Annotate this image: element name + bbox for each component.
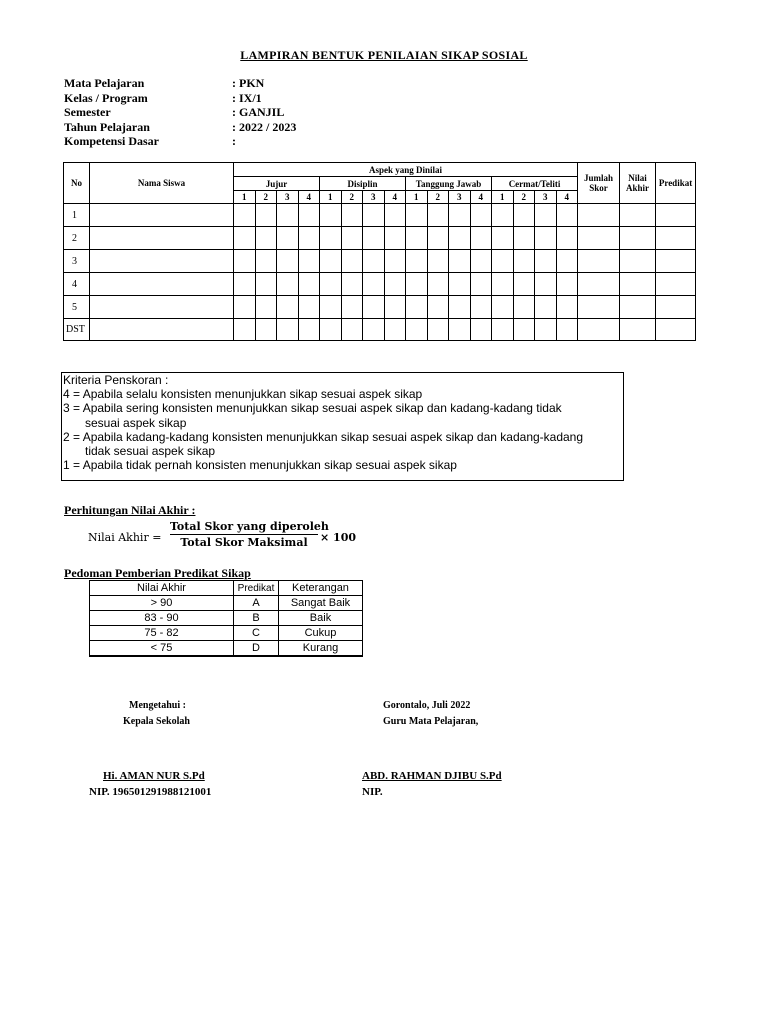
score-cell[interactable] bbox=[341, 250, 363, 273]
score-cell[interactable] bbox=[384, 227, 406, 250]
score-column-header: 3 bbox=[277, 191, 299, 204]
score-cell[interactable] bbox=[234, 204, 256, 227]
score-cell[interactable] bbox=[277, 296, 299, 319]
student-row bbox=[64, 273, 696, 296]
score-cell[interactable] bbox=[556, 296, 578, 319]
score-cell[interactable] bbox=[620, 204, 656, 227]
score-cell[interactable] bbox=[656, 250, 696, 273]
score-cell[interactable] bbox=[578, 204, 620, 227]
info-row bbox=[64, 120, 296, 135]
student-row bbox=[64, 319, 696, 341]
score-cell[interactable] bbox=[427, 273, 449, 296]
score-cell[interactable] bbox=[492, 227, 514, 250]
score-cell[interactable] bbox=[277, 273, 299, 296]
score-cell[interactable] bbox=[320, 273, 342, 296]
score-cell[interactable] bbox=[406, 319, 428, 341]
score-cell[interactable] bbox=[556, 319, 578, 341]
score-cell[interactable] bbox=[234, 273, 256, 296]
score-cell[interactable] bbox=[320, 204, 342, 227]
score-cell[interactable] bbox=[578, 273, 620, 296]
score-cell[interactable] bbox=[578, 296, 620, 319]
row-number: DST bbox=[64, 319, 90, 341]
criteria-item-continuation: tidak sesuai aspek sikap bbox=[85, 444, 216, 459]
guide-cell: > 90 bbox=[90, 596, 234, 611]
criteria-item: 1 = Apabila tidak pernah konsisten menunjukkan sikap sesuai aspek sikap bbox=[63, 458, 457, 473]
score-cell[interactable] bbox=[656, 319, 696, 341]
score-cell[interactable] bbox=[298, 296, 320, 319]
score-cell[interactable] bbox=[298, 227, 320, 250]
score-cell[interactable] bbox=[556, 273, 578, 296]
right-signature-role: Guru Mata Pelajaran, bbox=[383, 716, 479, 727]
score-cell[interactable] bbox=[320, 319, 342, 341]
calc-heading: Perhitungan Nilai Akhir : bbox=[64, 503, 196, 517]
student-row bbox=[64, 204, 696, 227]
score-cell[interactable] bbox=[513, 319, 535, 341]
document-title: LAMPIRAN BENTUK PENILAIAN SIKAP SOSIAL bbox=[240, 48, 528, 62]
score-cell[interactable] bbox=[341, 204, 363, 227]
score-cell[interactable] bbox=[341, 227, 363, 250]
guide-cell: B bbox=[234, 611, 279, 626]
score-cell[interactable] bbox=[406, 250, 428, 273]
criteria-item: 2 = Apabila kadang-kadang konsisten menunjukkan sikap sesuai aspek sikap dan kadang-kadang bbox=[63, 429, 584, 444]
guide-cell: Sangat Baik bbox=[279, 596, 363, 611]
score-cell[interactable] bbox=[535, 296, 557, 319]
info-row bbox=[64, 105, 296, 120]
principal-nip: NIP. 196501291988121001 bbox=[89, 786, 212, 798]
score-cell[interactable] bbox=[449, 227, 471, 250]
guide-cell: 83 - 90 bbox=[90, 611, 234, 626]
score-cell[interactable] bbox=[656, 204, 696, 227]
no-header: No bbox=[64, 163, 90, 204]
score-cell[interactable] bbox=[556, 250, 578, 273]
score-cell[interactable] bbox=[363, 273, 385, 296]
score-cell[interactable] bbox=[513, 204, 535, 227]
score-cell[interactable] bbox=[535, 250, 557, 273]
score-column-header: 4 bbox=[384, 191, 406, 204]
score-cell[interactable] bbox=[277, 319, 299, 341]
guide-cell: Baik bbox=[279, 611, 363, 626]
info-value: : 2022 / 2023 bbox=[232, 119, 297, 134]
principal-name: Hi. AMAN NUR S.Pd bbox=[103, 770, 205, 782]
score-cell[interactable] bbox=[384, 319, 406, 341]
score-cell[interactable] bbox=[535, 319, 557, 341]
guide-header-row bbox=[90, 581, 363, 596]
subject-info bbox=[64, 76, 296, 149]
aspect-tanggung-jawab: Tanggung Jawab bbox=[406, 177, 492, 191]
score-cell[interactable] bbox=[277, 204, 299, 227]
score-cell[interactable] bbox=[620, 227, 656, 250]
guide-cell: C bbox=[234, 626, 279, 641]
student-row bbox=[64, 296, 696, 319]
info-label: Kelas / Program bbox=[64, 90, 148, 105]
score-cell[interactable] bbox=[277, 227, 299, 250]
score-cell[interactable] bbox=[656, 273, 696, 296]
formula-rhs: × 100 bbox=[320, 531, 357, 544]
score-cell[interactable] bbox=[384, 273, 406, 296]
score-cell[interactable] bbox=[341, 296, 363, 319]
info-row bbox=[64, 134, 296, 149]
score-cell[interactable] bbox=[470, 250, 492, 273]
score-cell[interactable] bbox=[513, 227, 535, 250]
score-cell[interactable] bbox=[620, 319, 656, 341]
score-column-header: 1 bbox=[234, 191, 256, 204]
score-cell[interactable] bbox=[656, 227, 696, 250]
student-name-cell[interactable] bbox=[90, 204, 234, 227]
score-column-header: 2 bbox=[513, 191, 535, 204]
row-number: 2 bbox=[64, 227, 90, 250]
score-cell[interactable] bbox=[535, 273, 557, 296]
score-cell[interactable] bbox=[406, 296, 428, 319]
guide-header: Predikat bbox=[234, 581, 279, 596]
info-label: Kompetensi Dasar bbox=[64, 134, 159, 148]
score-cell[interactable] bbox=[255, 273, 277, 296]
guide-heading: Pedoman Pemberian Predikat Sikap bbox=[64, 566, 251, 580]
info-value: : IX/1 bbox=[232, 90, 262, 105]
info-label: Semester bbox=[64, 105, 111, 119]
score-cell[interactable] bbox=[298, 204, 320, 227]
name-header: Nama Siswa bbox=[90, 163, 234, 204]
formula-lhs: Nilai Akhir = bbox=[88, 531, 162, 544]
score-cell[interactable] bbox=[363, 204, 385, 227]
score-cell[interactable] bbox=[513, 296, 535, 319]
score-cell[interactable] bbox=[492, 204, 514, 227]
criteria-item-continuation: sesuai aspek sikap bbox=[85, 415, 187, 430]
score-cell[interactable] bbox=[470, 273, 492, 296]
guide-cell: < 75 bbox=[90, 641, 234, 657]
row-number: 5 bbox=[64, 296, 90, 319]
student-row bbox=[64, 227, 696, 250]
score-column-header: 3 bbox=[363, 191, 385, 204]
score-cell[interactable] bbox=[298, 250, 320, 273]
row-number: 4 bbox=[64, 273, 90, 296]
aspect-header: Aspek yang Dinilai bbox=[234, 163, 578, 177]
guide-row bbox=[90, 626, 363, 641]
score-cell[interactable] bbox=[427, 204, 449, 227]
score-cell[interactable] bbox=[320, 250, 342, 273]
row-number: 3 bbox=[64, 250, 90, 273]
score-column-header: 2 bbox=[427, 191, 449, 204]
score-column-header: 4 bbox=[470, 191, 492, 204]
score-cell[interactable] bbox=[298, 319, 320, 341]
student-name-cell[interactable] bbox=[90, 273, 234, 296]
student-row bbox=[64, 250, 696, 273]
student-name-cell[interactable] bbox=[90, 296, 234, 319]
teacher-name: ABD. RAHMAN DJIBU S.Pd bbox=[362, 770, 502, 782]
predikat-header: Predikat bbox=[656, 163, 696, 204]
left-signature-acknowledged: Mengetahui : bbox=[129, 700, 186, 711]
score-cell[interactable] bbox=[492, 250, 514, 273]
row-number: 1 bbox=[64, 204, 90, 227]
score-cell[interactable] bbox=[277, 250, 299, 273]
score-cell[interactable] bbox=[363, 250, 385, 273]
score-column-header: 3 bbox=[535, 191, 557, 204]
info-value: : PKN bbox=[232, 76, 265, 90]
score-cell[interactable] bbox=[298, 273, 320, 296]
guide-row bbox=[90, 611, 363, 626]
score-cell[interactable] bbox=[620, 296, 656, 319]
score-cell[interactable] bbox=[513, 250, 535, 273]
score-cell[interactable] bbox=[384, 296, 406, 319]
score-cell[interactable] bbox=[320, 296, 342, 319]
score-cell[interactable] bbox=[513, 273, 535, 296]
guide-cell: Kurang bbox=[279, 641, 363, 657]
score-cell[interactable] bbox=[363, 227, 385, 250]
nilai-akhir-header: Nilai Akhir bbox=[620, 163, 656, 204]
score-cell[interactable] bbox=[470, 204, 492, 227]
score-cell[interactable] bbox=[492, 296, 514, 319]
score-cell[interactable] bbox=[234, 250, 256, 273]
info-row bbox=[64, 91, 296, 106]
score-cell[interactable] bbox=[341, 273, 363, 296]
score-cell[interactable] bbox=[255, 227, 277, 250]
score-cell[interactable] bbox=[556, 204, 578, 227]
score-column-header: 1 bbox=[320, 191, 342, 204]
score-cell[interactable] bbox=[406, 204, 428, 227]
score-cell[interactable] bbox=[620, 273, 656, 296]
score-cell[interactable] bbox=[234, 296, 256, 319]
score-column-header: 2 bbox=[255, 191, 277, 204]
formula-denominator: Total Skor Maksimal bbox=[180, 536, 308, 549]
aspect-disiplin: Disiplin bbox=[320, 177, 406, 191]
score-cell[interactable] bbox=[427, 250, 449, 273]
score-cell[interactable] bbox=[470, 319, 492, 341]
guide-cell: A bbox=[234, 596, 279, 611]
score-column-header: 1 bbox=[492, 191, 514, 204]
student-name-cell[interactable] bbox=[90, 319, 234, 341]
score-cell[interactable] bbox=[556, 227, 578, 250]
guide-row bbox=[90, 641, 363, 657]
score-cell[interactable] bbox=[341, 319, 363, 341]
score-cell[interactable] bbox=[470, 227, 492, 250]
info-label: Tahun Pelajaran bbox=[64, 119, 150, 134]
criteria-heading: Kriteria Penskoran : bbox=[63, 373, 169, 387]
aspect-jujur: Jujur bbox=[234, 177, 320, 191]
left-signature-role: Kepala Sekolah bbox=[123, 716, 190, 727]
score-cell[interactable] bbox=[363, 296, 385, 319]
score-column-header: 2 bbox=[341, 191, 363, 204]
score-cell[interactable] bbox=[406, 227, 428, 250]
score-cell[interactable] bbox=[535, 204, 557, 227]
score-column-header: 4 bbox=[556, 191, 578, 204]
score-cell[interactable] bbox=[427, 296, 449, 319]
score-cell[interactable] bbox=[578, 250, 620, 273]
teacher-nip: NIP. bbox=[362, 786, 383, 798]
assessment-table bbox=[63, 162, 696, 341]
info-value: : GANJIL bbox=[232, 105, 285, 119]
guide-header: Nilai Akhir bbox=[90, 581, 234, 596]
formula-numerator: Total Skor yang diperoleh bbox=[170, 520, 329, 533]
score-cell[interactable] bbox=[363, 319, 385, 341]
score-cell[interactable] bbox=[255, 250, 277, 273]
score-cell[interactable] bbox=[406, 273, 428, 296]
score-cell[interactable] bbox=[384, 250, 406, 273]
student-name-cell[interactable] bbox=[90, 250, 234, 273]
jumlah-skor-header: Jumlah Skor bbox=[578, 163, 620, 204]
info-label: Mata Pelajaran bbox=[64, 76, 145, 90]
score-cell[interactable] bbox=[492, 319, 514, 341]
student-name-cell[interactable] bbox=[90, 227, 234, 250]
guide-header: Keterangan bbox=[279, 581, 363, 596]
score-cell[interactable] bbox=[656, 296, 696, 319]
score-cell[interactable] bbox=[427, 227, 449, 250]
score-cell[interactable] bbox=[449, 296, 471, 319]
criteria-item: 3 = Apabila sering konsisten menunjukkan sikap sesuai aspek sikap dan kadang-kadang tidak bbox=[63, 401, 562, 416]
info-value: : bbox=[232, 134, 236, 148]
score-cell[interactable] bbox=[449, 204, 471, 227]
score-cell[interactable] bbox=[320, 227, 342, 250]
score-cell[interactable] bbox=[578, 227, 620, 250]
guide-cell: 75 - 82 bbox=[90, 626, 234, 641]
score-cell[interactable] bbox=[492, 273, 514, 296]
score-cell[interactable] bbox=[620, 250, 656, 273]
predicate-guide-table bbox=[89, 580, 363, 657]
right-signature-place-date: Gorontalo, Juli 2022 bbox=[383, 700, 471, 711]
score-column-header: 4 bbox=[298, 191, 320, 204]
formula-fraction bbox=[170, 520, 329, 549]
score-cell[interactable] bbox=[449, 250, 471, 273]
score-cell[interactable] bbox=[535, 227, 557, 250]
score-column-header: 1 bbox=[406, 191, 428, 204]
criteria-item: 4 = Apabila selalu konsisten menunjukkan sikap sesuai aspek sikap bbox=[63, 387, 423, 402]
guide-cell: Cukup bbox=[279, 626, 363, 641]
score-cell[interactable] bbox=[234, 319, 256, 341]
scoring-criteria bbox=[61, 372, 624, 481]
score-column-header: 3 bbox=[449, 191, 471, 204]
score-cell[interactable] bbox=[470, 296, 492, 319]
guide-row bbox=[90, 596, 363, 611]
score-cell[interactable] bbox=[427, 319, 449, 341]
score-cell[interactable] bbox=[449, 273, 471, 296]
score-cell[interactable] bbox=[578, 319, 620, 341]
aspect-cermat-teliti: Cermat/Teliti bbox=[492, 177, 578, 191]
guide-cell: D bbox=[234, 641, 279, 657]
info-row bbox=[64, 76, 296, 91]
score-cell[interactable] bbox=[234, 227, 256, 250]
score-cell[interactable] bbox=[255, 319, 277, 341]
score-cell[interactable] bbox=[449, 319, 471, 341]
score-cell[interactable] bbox=[255, 296, 277, 319]
score-cell[interactable] bbox=[384, 204, 406, 227]
score-cell[interactable] bbox=[255, 204, 277, 227]
